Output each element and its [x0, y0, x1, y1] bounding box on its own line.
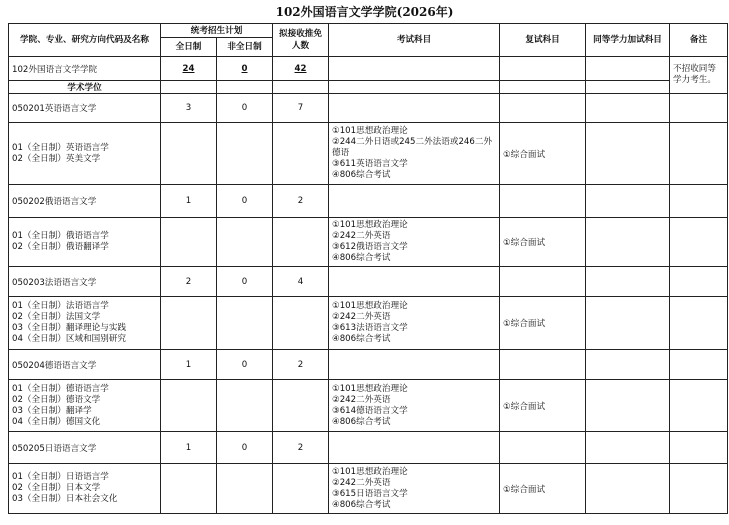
- program-fulltime: 2: [161, 267, 217, 297]
- exam-subjects: [329, 297, 500, 350]
- program-code: 050203法语语言文学: [9, 267, 161, 297]
- direction-row: [9, 123, 728, 185]
- direction-row: [9, 297, 728, 350]
- program-recommend: 2: [273, 185, 329, 218]
- direction-item: 01（全日制）日语语言学: [12, 472, 109, 482]
- exam-subject: ①101思想政治理论: [332, 383, 408, 394]
- exam-subject: ②242二外英语: [332, 477, 391, 488]
- header-recommend: 拟接收推免人数: [273, 24, 329, 57]
- program-code: 050201英语语言文学: [9, 94, 161, 123]
- program-parttime: 0: [217, 350, 273, 380]
- exam-subjects: [329, 218, 500, 267]
- program-row: [9, 185, 728, 218]
- program-fulltime: 3: [161, 94, 217, 123]
- direction-list: [9, 218, 161, 267]
- direction-item: 01（全日制）法语语言学: [12, 301, 109, 311]
- program-recommend: 2: [273, 432, 329, 464]
- page-title: 102外国语言文学学院(2026年): [275, 5, 454, 19]
- direction-list: [9, 380, 161, 432]
- exam-subject: ①101思想政治理论: [332, 126, 408, 136]
- program-recommend: 4: [273, 267, 329, 297]
- program-row: [9, 350, 728, 380]
- college-row: [9, 57, 728, 81]
- direction-item: 03（全日制）翻译学: [12, 405, 92, 416]
- exam-subject: ②242二外英语: [332, 394, 391, 405]
- program-fulltime: 1: [161, 432, 217, 464]
- college-name: 102外国语言文学学院: [9, 57, 161, 81]
- exam-subject: ④806综合考试: [332, 334, 391, 344]
- exam-subject: ①101思想政治理论: [332, 301, 408, 311]
- retest-subject: ①综合面试: [500, 464, 586, 514]
- program-recommend: 2: [273, 350, 329, 380]
- header-retest: 复试科目: [500, 24, 586, 57]
- program-parttime: 0: [217, 185, 273, 218]
- header-code-name: 学院、专业、研究方向代码及名称: [9, 24, 161, 57]
- direction-item: 01（全日制）德语语言学: [12, 383, 109, 394]
- program-row: [9, 432, 728, 464]
- direction-item: 02（全日制）德语文学: [12, 394, 101, 405]
- direction-item: 04（全日制）德国文化: [12, 416, 101, 427]
- retest-subject: ①综合面试: [500, 218, 586, 267]
- program-row: [9, 94, 728, 123]
- exam-subject: ②242二外英语: [332, 312, 391, 322]
- exam-subject: ③615日语语言文学: [332, 488, 408, 499]
- exam-subject: ④806综合考试: [332, 253, 391, 263]
- program-parttime: 0: [217, 267, 273, 297]
- college-recommend: 42: [294, 63, 307, 74]
- direction-item: 02（全日制）日本文学: [12, 483, 101, 493]
- header-fulltime: 全日制: [161, 38, 217, 57]
- header-extra: 同等学力加试科目: [586, 24, 670, 57]
- retest-subject: ①综合面试: [500, 297, 586, 350]
- direction-item: 02（全日制）俄语翻译学: [12, 242, 109, 252]
- section-label: 学术学位: [9, 81, 161, 94]
- admissions-table: [8, 23, 728, 514]
- program-code: 050204德语语言文学: [9, 350, 161, 380]
- retest-subject: ①综合面试: [500, 123, 586, 185]
- direction-item: 02（全日制）英美文学: [12, 153, 101, 164]
- exam-subject: ①101思想政治理论: [332, 220, 408, 230]
- direction-row: [9, 464, 728, 514]
- direction-row: [9, 380, 728, 432]
- program-code: 050205日语语言文学: [9, 432, 161, 464]
- retest-subject: ①综合面试: [500, 380, 586, 432]
- exam-subject: ②244二外日语或245二外法语或246二外德语: [332, 137, 493, 158]
- exam-subject: ②242二外英语: [332, 231, 391, 241]
- exam-subjects: [329, 464, 500, 514]
- section-row: [9, 81, 728, 94]
- header-plan: 统考招生计划: [161, 24, 273, 38]
- exam-subject: ④806综合考试: [332, 499, 391, 510]
- direction-row: [9, 218, 728, 267]
- exam-subject: ④806综合考试: [332, 170, 391, 180]
- program-code: 050202俄语语言文学: [9, 185, 161, 218]
- exam-subject: ③611英语语言文学: [332, 159, 408, 169]
- header-exam: 考试科目: [329, 24, 500, 57]
- direction-list: [9, 464, 161, 514]
- program-parttime: 0: [217, 432, 273, 464]
- college-parttime: 0: [241, 63, 248, 74]
- exam-subject: ④806综合考试: [332, 416, 391, 427]
- direction-item: 01（全日制）英语语言学: [12, 142, 109, 153]
- direction-item: 03（全日制）翻译理论与实践: [12, 323, 127, 333]
- college-fulltime: 24: [182, 63, 195, 74]
- program-recommend: 7: [273, 94, 329, 123]
- exam-subject: ③612俄语语言文学: [332, 242, 408, 252]
- direction-list: [9, 123, 161, 185]
- direction-item: 03（全日制）日本社会文化: [12, 494, 118, 504]
- program-parttime: 0: [217, 94, 273, 123]
- program-fulltime: 1: [161, 350, 217, 380]
- exam-subjects: [329, 380, 500, 432]
- exam-subject: ③613法语语言文学: [332, 323, 408, 333]
- header-parttime: 非全日制: [217, 38, 273, 57]
- exam-subject: ③614德语语言文学: [332, 405, 408, 416]
- direction-item: 02（全日制）法国文学: [12, 312, 101, 322]
- exam-subjects: [329, 123, 500, 185]
- program-row: [9, 267, 728, 297]
- direction-list: [9, 297, 161, 350]
- program-fulltime: 1: [161, 185, 217, 218]
- exam-subject: ①101思想政治理论: [332, 466, 408, 477]
- header-note: 备注: [670, 24, 728, 57]
- direction-item: 04（全日制）区域和国别研究: [12, 334, 127, 344]
- college-note: 不招收同等学力考生。: [670, 57, 728, 94]
- direction-item: 01（全日制）俄语语言学: [12, 231, 109, 241]
